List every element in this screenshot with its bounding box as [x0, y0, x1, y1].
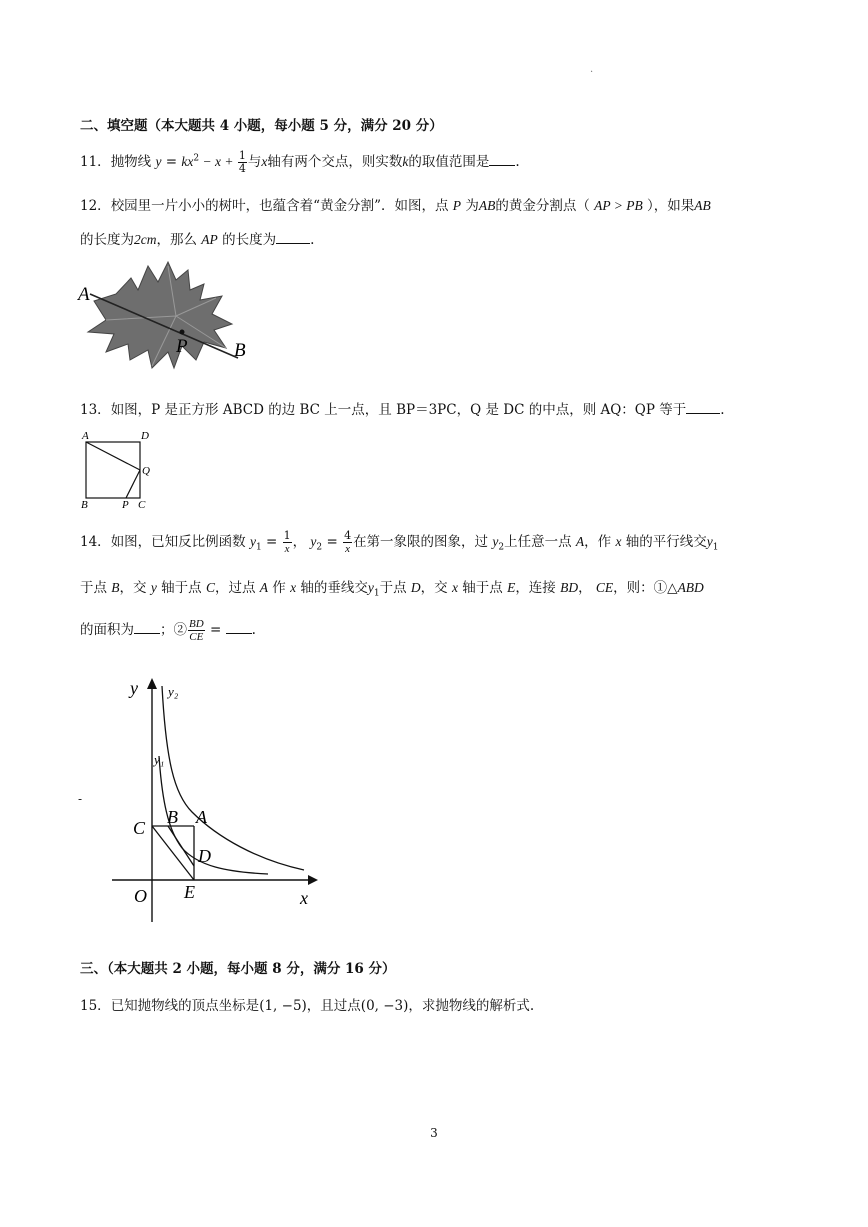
- q12-AB-2: AB: [694, 198, 711, 213]
- square-label-Q: Q: [142, 465, 150, 477]
- q14-l2b: ，交: [119, 580, 147, 596]
- q15-point-1: (1, −5): [259, 998, 307, 1014]
- question-13: [80, 398, 725, 418]
- q14-B: B: [111, 580, 120, 595]
- q14-y2-ref: y: [492, 534, 499, 549]
- square-label-A: A: [82, 430, 89, 442]
- q14-x-3: x: [451, 580, 458, 595]
- q15-point-2: (0, −3): [360, 998, 409, 1014]
- q14-l2l: ，则：①△: [613, 580, 678, 596]
- q14-y2: y: [310, 534, 317, 549]
- graph-label-y2: y₂: [168, 684, 179, 699]
- q13-number: 13．: [80, 402, 111, 418]
- square-label-P: P: [122, 499, 129, 511]
- graph-label-C: C: [133, 818, 146, 838]
- q11-fraction: [238, 150, 247, 175]
- graph-label-D: D: [198, 846, 211, 866]
- q14-f1-den: x: [284, 543, 290, 555]
- q14-l2e: 作: [272, 580, 286, 596]
- q14-x: x: [615, 534, 622, 549]
- q14-l2d: ，过点: [214, 580, 256, 596]
- segment-QP: [126, 470, 140, 498]
- hyperbola-graph: [108, 670, 330, 932]
- q12-line2b: ，那么: [156, 232, 197, 248]
- q12-condition: AP > PB: [594, 198, 643, 213]
- graph-label-x: x: [300, 888, 308, 908]
- question-12-line-1: [80, 194, 711, 214]
- graph-label-B: B: [167, 807, 178, 827]
- q14-l2i: 轴于点: [462, 580, 503, 596]
- q14-ABD: ABD: [677, 580, 704, 595]
- q11-end: .: [515, 154, 520, 170]
- q14-l3c: =: [205, 622, 226, 638]
- q12-AB: AB: [478, 198, 496, 213]
- q14-y2-sub: 2: [316, 542, 323, 553]
- q14-yaxis: y: [150, 580, 157, 595]
- q15-t1: 已知抛物线的顶点坐标是: [110, 998, 260, 1014]
- y-axis-arrow: [147, 678, 157, 689]
- graph-label-E: E: [184, 882, 195, 902]
- q12-length: 2cm: [134, 232, 157, 247]
- q12-answer-blank: [276, 231, 310, 244]
- q12-line2a: 的长度为: [80, 232, 134, 248]
- maple-leaf-shape: [88, 262, 232, 368]
- q14-f1-num: 1: [283, 529, 291, 542]
- q11-eq-lhs: y: [155, 154, 162, 169]
- q14-y1-ref-sub: 1: [712, 542, 719, 553]
- q11-post3: 的取值范围是: [408, 154, 490, 170]
- q14-l2g: 于点: [379, 580, 407, 596]
- leaf-label-A: A: [78, 284, 90, 305]
- q14-y1-ref2-sub: 1: [373, 588, 380, 599]
- q14-y1-sub: 1: [255, 542, 262, 553]
- graph-label-y1: y₁: [154, 752, 165, 767]
- q11-number: 11．: [80, 154, 111, 170]
- q14-l2h: ，交: [420, 580, 448, 596]
- graph-label-y: y: [130, 678, 138, 698]
- q14-f2-num: 4: [344, 529, 352, 542]
- q14-fr-num: BD: [189, 618, 204, 630]
- segment-AQ: [86, 442, 140, 470]
- q14-D: D: [410, 580, 421, 595]
- q14-y1-ref2: y: [367, 580, 374, 595]
- curve-y2: [162, 686, 304, 870]
- q11-pre: 抛物线: [110, 154, 152, 170]
- square-ABCD: [86, 442, 140, 498]
- leaf-label-B: B: [234, 340, 246, 361]
- q14-comma: ，: [292, 534, 307, 550]
- q14-t4: 轴的平行线交: [625, 534, 707, 550]
- q12-text2: 为: [465, 198, 479, 214]
- q11-post: 与: [247, 154, 262, 170]
- q12-text3: 的黄金分割点（: [495, 198, 590, 214]
- graph-label-O: O: [134, 886, 147, 906]
- q13-text: 如图，P 是正方形 ABCD 的边 BC 上一点，且 BP＝3PC，Q 是 DC 的中点，则 AQ：QP 等于: [110, 402, 687, 418]
- q14-eq2: =: [322, 534, 343, 550]
- q14-l2c: 轴于点: [161, 580, 202, 596]
- question-14-line-1: [80, 530, 718, 555]
- q13-answer-blank: [686, 401, 720, 414]
- q15-t3: ，求抛物线的解析式.: [408, 998, 535, 1014]
- q14-end: .: [251, 622, 256, 638]
- section-2-heading: 二、填空题（本大题共 4 小题，每小题 5 分，满分 20 分）: [80, 118, 443, 134]
- maple-leaf-figure: [76, 256, 276, 380]
- q12-text4: ），如果: [647, 198, 695, 214]
- q11-k: k: [402, 154, 409, 169]
- q14-eq1: =: [261, 534, 282, 550]
- q14-y1-ref: y: [706, 534, 713, 549]
- q12-line2c: 的长度为: [222, 232, 277, 248]
- leaf-label-P: P: [176, 336, 188, 357]
- q14-l3a: 的面积为: [80, 622, 134, 638]
- page-number: 3: [430, 1126, 438, 1140]
- question-11: [80, 150, 520, 175]
- q14-CE: CE: [595, 580, 614, 595]
- square-figure: [78, 426, 158, 512]
- q13-end: .: [720, 402, 725, 418]
- q12-AP: AP: [201, 232, 218, 247]
- q14-fraction-1: [283, 530, 292, 555]
- top-mark: .: [590, 64, 594, 75]
- stray-dash: -: [78, 792, 83, 806]
- q14-l2k: ，: [578, 580, 592, 596]
- q15-t2: ，且过点: [306, 998, 361, 1014]
- q11-eq-k: kx: [181, 154, 194, 169]
- q14-fraction-2: [343, 530, 352, 555]
- q14-number: 14．: [80, 534, 111, 550]
- q14-fraction-bd-ce: [188, 618, 205, 643]
- q11-frac-num: 1: [238, 149, 246, 162]
- question-15: [80, 994, 534, 1014]
- q12-text1: 校园里一片小小的树叶，也蕴含着“黄金分割”．如图，点: [110, 198, 449, 214]
- section-3-heading: 三、（本大题共 2 小题，每小题 8 分，满分 16 分）: [80, 961, 396, 977]
- q14-x-2: x: [290, 580, 297, 595]
- q14-BD: BD: [560, 580, 579, 595]
- segment-BD: [168, 826, 194, 866]
- q14-t2: 在第一象限的图象，过: [353, 534, 489, 550]
- q11-frac-den: 4: [238, 162, 246, 175]
- q14-t1: 如图，已知反比例函数: [110, 534, 246, 550]
- q12-P: P: [452, 198, 462, 213]
- q14-answer-blank-2: [226, 621, 252, 634]
- q14-f2-den: x: [345, 543, 350, 555]
- square-label-C: C: [138, 499, 146, 511]
- q11-eq-eq: =: [161, 154, 182, 170]
- q11-answer-blank: [489, 153, 515, 166]
- question-14-line-2: [80, 576, 704, 599]
- q14-y2-ref-sub: 2: [498, 542, 505, 553]
- q14-l2f: 轴的垂线交: [300, 580, 368, 596]
- q11-eq-exp: 2: [193, 153, 200, 164]
- q14-answer-blank-1: [134, 621, 160, 634]
- q12-end: .: [310, 232, 315, 248]
- q14-l2a: 于点: [80, 580, 107, 596]
- question-12-line-2: [80, 228, 314, 248]
- q14-C: C: [205, 580, 215, 595]
- q14-l2j: ，连接: [515, 580, 556, 596]
- q14-t3: ，作: [584, 534, 612, 550]
- q11-post2: 轴有两个交点，则实数: [267, 154, 403, 170]
- q11-eq-mid: − x +: [199, 154, 237, 169]
- graph-label-A: A: [196, 807, 207, 827]
- q11-x: x: [261, 154, 268, 169]
- q15-number: 15．: [80, 998, 111, 1014]
- q14-A: A: [575, 534, 585, 549]
- q14-t2b: 上任意一点: [504, 534, 572, 550]
- x-axis-arrow: [308, 875, 318, 885]
- q14-l3b: ；②: [160, 622, 187, 638]
- square-label-D: D: [141, 430, 149, 442]
- q12-number: 12．: [80, 198, 111, 214]
- square-label-B: B: [81, 499, 88, 511]
- q14-y1: y: [249, 534, 256, 549]
- point-P: [180, 330, 185, 335]
- question-14-line-3: [80, 618, 256, 643]
- q14-E: E: [507, 580, 516, 595]
- q14-A-2: A: [259, 580, 268, 595]
- q14-fr-den: CE: [189, 631, 204, 643]
